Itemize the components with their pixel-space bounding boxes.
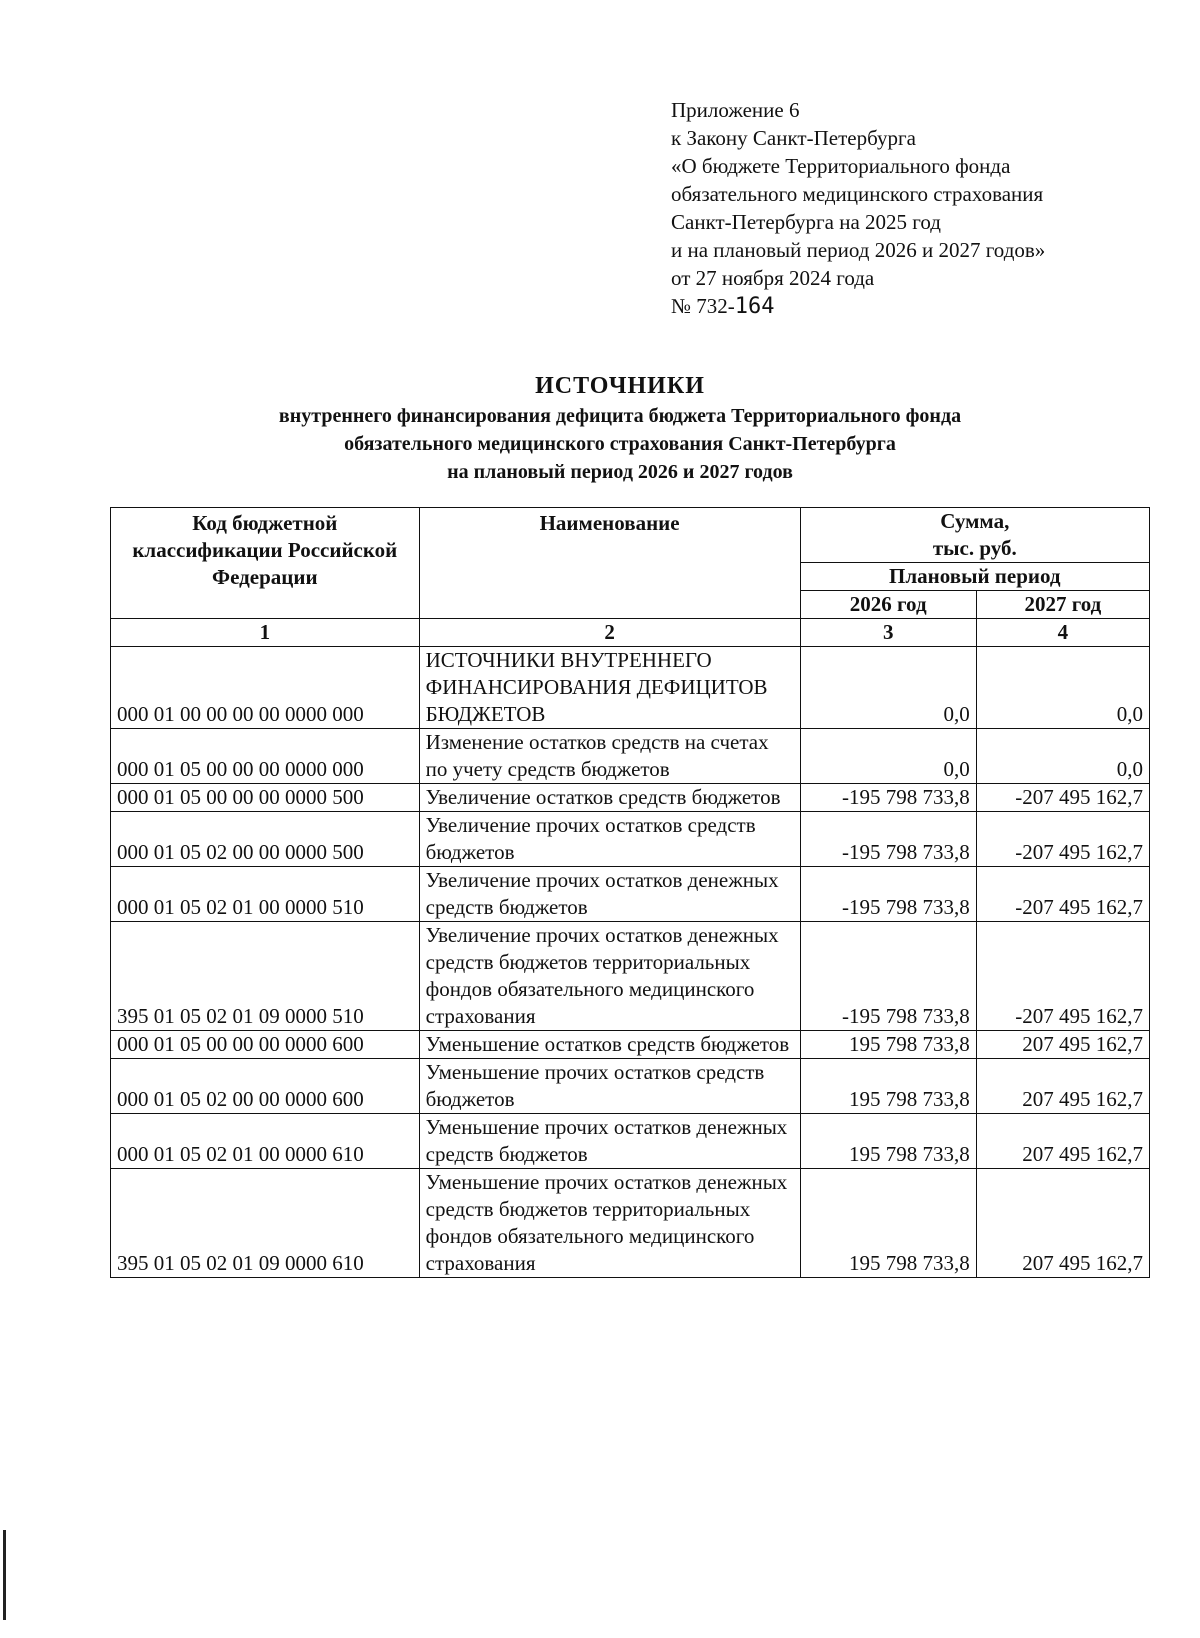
law-number: [671, 292, 1045, 321]
law-number-prefix: № 732-: [671, 294, 735, 318]
title-subline: на плановый период 2026 и 2027 годов: [447, 461, 793, 483]
header-period: Плановый период: [800, 563, 1149, 591]
budget-code: 000 01 05 02 01 00 0000 510: [111, 867, 420, 922]
header-sum-line1: Сумма,: [940, 509, 1010, 533]
table-row: [111, 729, 1150, 784]
column-number: 3: [800, 619, 976, 647]
budget-code: 000 01 05 00 00 00 0000 000: [111, 729, 420, 784]
column-number: 4: [976, 619, 1149, 647]
value-2027: 207 495 162,7: [976, 1169, 1149, 1278]
value-2026: -195 798 733,8: [800, 867, 976, 922]
appendix-line: и на плановый период 2026 и 2027 годов»: [671, 238, 1046, 262]
header-year-2026: 2026 год: [800, 591, 976, 619]
budget-code: 000 01 05 02 00 00 0000 600: [111, 1059, 420, 1114]
value-2026: -195 798 733,8: [800, 922, 976, 1031]
value-2027: -207 495 162,7: [976, 784, 1149, 812]
value-2027: 0,0: [976, 729, 1149, 784]
value-2026: 195 798 733,8: [800, 1031, 976, 1059]
value-2026: 195 798 733,8: [800, 1169, 976, 1278]
table-row: [111, 1114, 1150, 1169]
header-code: Код бюджетной классификации Российской Федерации: [111, 508, 420, 619]
title-subline: обязательного медицинского страхования Санкт-Петербурга: [344, 433, 896, 455]
budget-sources-table: [110, 507, 1150, 1278]
value-2027: 0,0: [976, 647, 1149, 729]
value-2027: -207 495 162,7: [976, 922, 1149, 1031]
row-name: Увеличение прочих остатков денежных средств бюджетов территориальных фондов обязательного медицинского страхования: [419, 922, 800, 1031]
header-sum: [800, 508, 1149, 563]
budget-code: 000 01 05 00 00 00 0000 500: [111, 784, 420, 812]
value-2026: 195 798 733,8: [800, 1059, 976, 1114]
value-2027: 207 495 162,7: [976, 1031, 1149, 1059]
value-2027: -207 495 162,7: [976, 867, 1149, 922]
value-2027: -207 495 162,7: [976, 812, 1149, 867]
value-2027: 207 495 162,7: [976, 1114, 1149, 1169]
appendix-line: «О бюджете Территориального фонда: [671, 154, 1011, 178]
column-number: 1: [111, 619, 420, 647]
header-sum-line2: тыс. руб.: [932, 536, 1017, 560]
title-subline: внутреннего финансирования дефицита бюджета Территориального фонда: [278, 405, 962, 427]
appendix-line: Санкт-Петербурга на 2025 год: [671, 210, 941, 234]
budget-code: 000 01 05 02 00 00 0000 500: [111, 812, 420, 867]
header-name: Наименование: [419, 508, 800, 619]
column-number-row: [111, 619, 1150, 647]
row-name: Уменьшение прочих остатков денежных средств бюджетов: [419, 1114, 800, 1169]
budget-code: 000 01 05 02 01 00 0000 610: [111, 1114, 420, 1169]
table-row: [111, 647, 1150, 729]
budget-code: 000 01 05 00 00 00 0000 600: [111, 1031, 420, 1059]
scan-edge-mark: [3, 1530, 6, 1620]
table-row: [111, 1031, 1150, 1059]
header-year-2027: 2027 год: [976, 591, 1149, 619]
table-row: [111, 784, 1150, 812]
budget-code: 395 01 05 02 01 09 0000 610: [111, 1169, 420, 1278]
appendix-line: от 27 ноября 2024 года: [671, 266, 875, 290]
row-name: ИСТОЧНИКИ ВНУТРЕННЕГО ФИНАНСИРОВАНИЯ ДЕФИЦИТОВ БЮДЖЕТОВ: [419, 647, 800, 729]
law-number-handwritten: 164: [734, 294, 775, 319]
value-2026: 195 798 733,8: [800, 1114, 976, 1169]
row-name: Уменьшение прочих остатков денежных средств бюджетов территориальных фондов обязательного медицинского страхования: [419, 1169, 800, 1278]
column-number: 2: [419, 619, 800, 647]
table-row: [111, 922, 1150, 1031]
table-row: [111, 867, 1150, 922]
row-name: Изменение остатков средств на счетах по учету средств бюджетов: [419, 729, 800, 784]
appendix-line: к Закону Санкт-Петербурга: [671, 126, 916, 150]
row-name: Увеличение прочих остатков денежных средств бюджетов: [419, 867, 800, 922]
row-name: Увеличение прочих остатков средств бюджетов: [419, 812, 800, 867]
row-name: Уменьшение прочих остатков средств бюджетов: [419, 1059, 800, 1114]
table-row: [111, 812, 1150, 867]
table-row: [111, 1059, 1150, 1114]
value-2026: -195 798 733,8: [800, 784, 976, 812]
table-row: [111, 1169, 1150, 1278]
budget-code: 395 01 05 02 01 09 0000 510: [111, 922, 420, 1031]
document-title: [110, 370, 1130, 486]
appendix-header: [671, 96, 1045, 321]
row-name: Увеличение остатков средств бюджетов: [419, 784, 800, 812]
budget-code: 000 01 00 00 00 00 0000 000: [111, 647, 420, 729]
value-2026: -195 798 733,8: [800, 812, 976, 867]
title-main: ИСТОЧНИКИ: [535, 373, 705, 399]
value-2026: 0,0: [800, 729, 976, 784]
appendix-line: обязательного медицинского страхования: [671, 182, 1044, 206]
row-name: Уменьшение остатков средств бюджетов: [419, 1031, 800, 1059]
value-2027: 207 495 162,7: [976, 1059, 1149, 1114]
value-2026: 0,0: [800, 647, 976, 729]
appendix-line: Приложение 6: [671, 98, 800, 122]
